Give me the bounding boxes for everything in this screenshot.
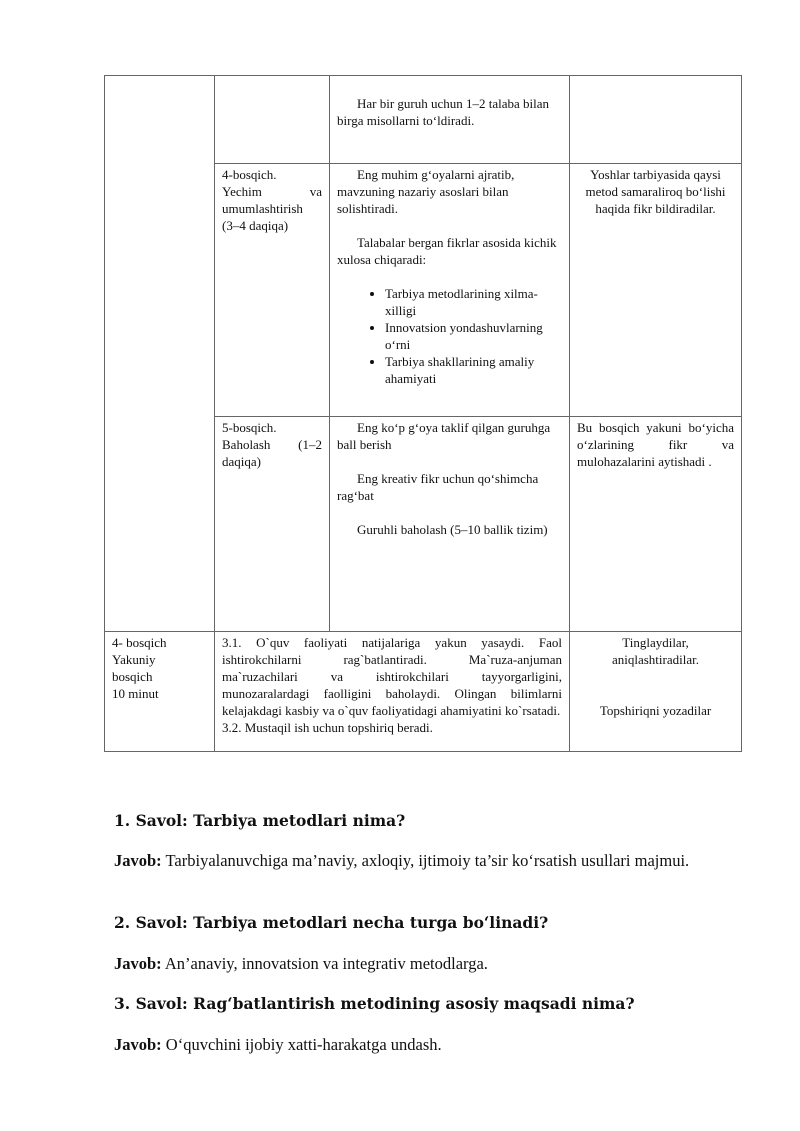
student-activity-cell [570,164,742,417]
cell-text: Har bir guruh uchun 1–2 talaba bilan birga misollarni to‘ldiradi. [337,96,550,128]
final-stage-cell [105,632,215,752]
stage-word: Baholash [222,437,271,452]
cell-text: Tinglaydilar, [622,635,689,650]
table-cell [570,76,742,164]
answer-text: An’anaviy, innovatsion va integrativ metodlarga. [161,954,488,973]
answer-text: O‘quvchini ijobiy xatti-harakatga undash. [161,1035,442,1054]
cell-text: 3.1. O`quv faoliyati natijalariga yakun yasaydi. Faol ishtirokchilarni rag`batlantiradi. Ma`ruza-anjuman ma`ruzachilari va ishtirokchilari tayyorgarligini, munozaralardagi faolligini baholaydi. Olingan bilimlarni kelajakdagi kasbiy va o`quv faoliyatidagi ahamiyatini ko`rsatadi. [222,635,562,718]
stage-word: Yechim [222,184,262,199]
stage-title: 4- bosqich [112,635,167,650]
stage-title: 5-bosqich. [222,420,277,435]
teacher-activity-cell [330,164,570,417]
cell-text: Bu bosqich yakuni bo‘yicha o‘zlarining fikr va mulohazalarini aytishadi . [577,420,734,469]
student-activity-cell [570,632,742,752]
answer-1 [114,850,734,872]
cell-text: Eng kreativ fikr uchun qo‘shimcha rag‘bat [337,471,539,503]
question-3: 3. Savol: Rag‘batlantirish metodining asosiy maqsadi nima? [114,994,635,1013]
cell-text: Topshiriqni yozadilar [599,703,712,718]
stage-title: Yakuniy [112,652,156,667]
student-activity-cell [570,417,742,632]
teacher-activity-cell [330,417,570,632]
teacher-activity-cell [215,632,570,752]
answer-label: Javob: [114,851,162,870]
list-item: • Innovatsion yondashuvlarning o‘rni [385,319,562,353]
cell-text: Guruhli baholash (5–10 ballik tizim) [357,522,548,537]
list-item: • Tarbiya shakllarining amaliy ahamiyati [385,353,562,387]
cell-text: aniqlashtiradilar. [611,652,699,667]
table-cell [330,76,570,164]
answer-label: Javob: [114,954,162,973]
question-1: 1. Savol: Tarbiya metodlari nima? [114,811,406,830]
stage-cell [215,417,330,632]
stage-word: va [309,184,322,199]
answer-text: Tarbiyalanuvchiga ma’naviy, axloqiy, ijtimoiy ta’sir ko‘rsatish usullari majmui. [161,851,690,870]
lesson-plan-table [104,75,742,752]
table-cell [105,76,215,632]
cell-text: 3.2. Mustaqil ish uchun topshiriq beradi. [222,720,433,735]
question-2: 2. Savol: Tarbiya metodlari necha turga bo‘linadi? [114,913,549,932]
stage-title: bosqich [112,669,153,684]
stage-word: (1–2 [298,437,322,452]
answer-3 [114,1034,734,1056]
bullet-list [337,285,562,387]
stage-duration: (3–4 daqiqa) [222,218,289,233]
answer-label: Javob: [114,1035,162,1054]
cell-text: Eng muhim g‘oyalarni ajratib, mavzuning nazariy asoslari bilan solishtiradi. [337,167,515,216]
table-cell [215,76,330,164]
list-item: • Tarbiya metodlarining xilma-xilligi [385,285,562,319]
cell-text: Eng ko‘p g‘oya taklif qilgan guruhga ball berish [337,420,551,452]
stage-duration: daqiqa) [222,454,261,469]
cell-text: Yoshlar tarbiyasida qaysi metod samaraliroq bo‘lishi haqida fikr bildiradilar. [585,167,726,216]
stage-title: 4-bosqich. [222,167,277,182]
table-row [105,76,742,164]
stage-title: umumlashtirish [222,201,303,216]
stage-cell [215,164,330,417]
stage-duration: 10 minut [112,686,159,701]
answer-2 [114,953,734,975]
table-row [105,632,742,752]
cell-text: Talabalar bergan fikrlar asosida kichik xulosa chiqaradi: [337,235,557,267]
